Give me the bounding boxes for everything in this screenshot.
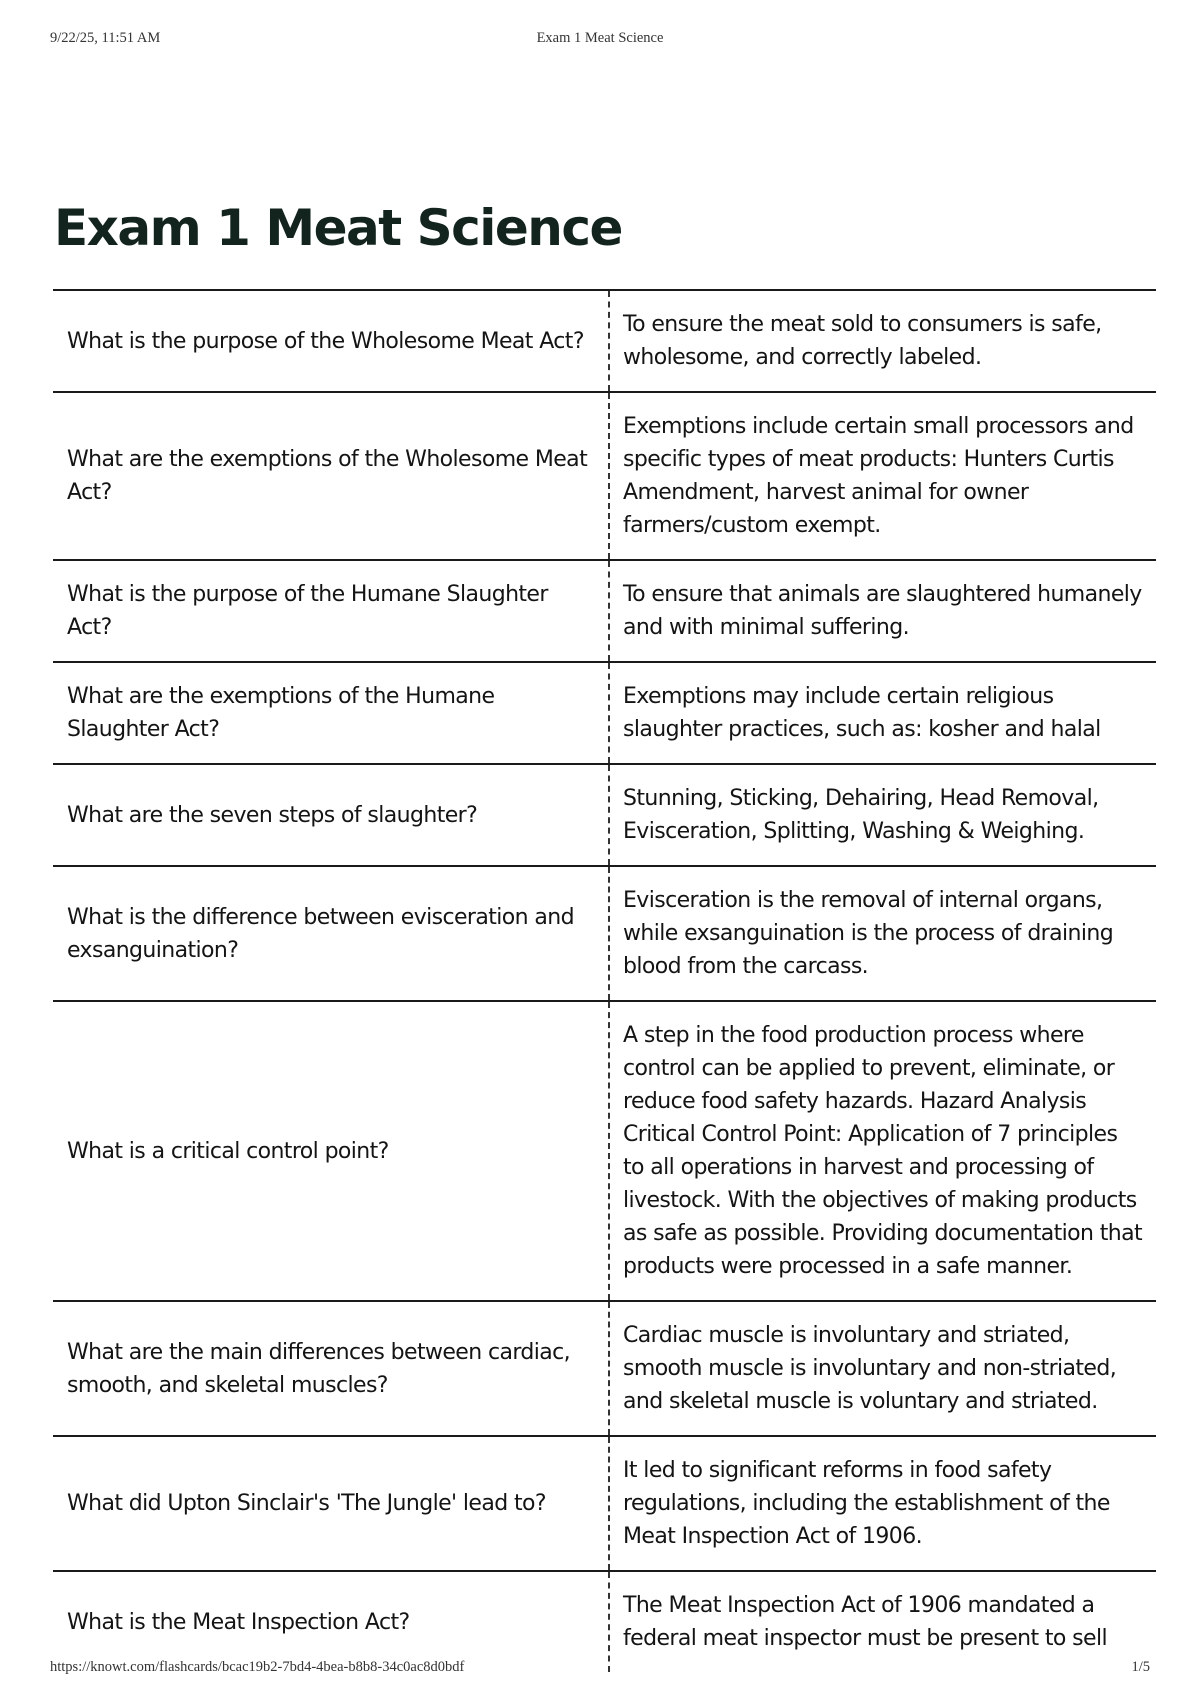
flashcard-rows <box>53 290 1156 1672</box>
flashcard-definition: It led to significant reforms in food safety regulations, including the establishment of the Meat Inspection Act of 1906. <box>623 1458 1110 1549</box>
flashcard-definition: A step in the food production process where control can be applied to prevent, eliminate, or reduce food safety hazards. Hazard Analysis Critical Control Point: Application of 7 principles to all operations in harvest and processing of livestock. With the objectives of making products as safe as possible. Providing documentation that products were processed in a safe manner. <box>623 1023 1143 1279</box>
flashcard-term: What are the exemptions of the Humane Slaughter Act? <box>53 662 609 764</box>
flashcard-row <box>53 866 1156 1001</box>
flashcard-row <box>53 1436 1156 1571</box>
flashcard-definition: The Meat Inspection Act of 1906 mandated a federal meat inspector must be present to sell <box>623 1593 1107 1651</box>
flashcard-definition: Exemptions include certain small processors and specific types of meat products: Hunters Curtis Amendment, harvest animal for owner farmers/custom exempt. <box>623 414 1134 538</box>
flashcard-row <box>53 764 1156 866</box>
flashcard-term: What are the seven steps of slaughter? <box>53 764 609 866</box>
print-header <box>50 30 1150 50</box>
page-number: 1/5 <box>1131 1659 1150 1675</box>
flashcard-term: What is the purpose of the Wholesome Meat Act? <box>53 290 609 392</box>
source-url[interactable]: https://knowt.com/flashcards/bcac19b2-7bd4-4bea-b8b8-34c0ac8d0bdf <box>50 1659 465 1675</box>
flashcard-definition: To ensure that animals are slaughtered humanely and with minimal suffering. <box>623 582 1142 640</box>
flashcard-term: What are the main differences between cardiac, smooth, and skeletal muscles? <box>53 1301 609 1436</box>
flashcard-row <box>53 1571 1156 1672</box>
print-doc-title: Exam 1 Meat Science <box>536 30 664 46</box>
flashcard-row <box>53 560 1156 662</box>
page-title: Exam 1 Meat Science <box>54 199 622 257</box>
flashcard-definition: Cardiac muscle is involuntary and striated, smooth muscle is involuntary and non-striated, and skeletal muscle is voluntary and striated. <box>623 1323 1117 1414</box>
print-datetime: 9/22/25, 11:51 AM <box>50 30 161 46</box>
flashcard-definition: Exemptions may include certain religious slaughter practices, such as: kosher and halal <box>623 684 1101 742</box>
flashcard-row <box>53 1001 1156 1301</box>
flashcard-row <box>53 392 1156 560</box>
flashcard-row <box>53 662 1156 764</box>
flashcard-term: What did Upton Sinclair's 'The Jungle' lead to? <box>53 1436 609 1571</box>
flashcard-term: What are the exemptions of the Wholesome Meat Act? <box>53 392 609 560</box>
flashcard-term: What is the purpose of the Humane Slaughter Act? <box>53 560 609 662</box>
flashcard-term: What is the Meat Inspection Act? <box>53 1571 609 1672</box>
flashcard-table <box>53 289 1156 1672</box>
flashcard-definition: To ensure the meat sold to consumers is safe, wholesome, and correctly labeled. <box>623 312 1102 370</box>
flashcard-term: What is the difference between evisceration and exsanguination? <box>53 866 609 1001</box>
flashcard-definition: Evisceration is the removal of internal organs, while exsanguination is the process of draining blood from the carcass. <box>623 888 1114 979</box>
flashcard-term: What is a critical control point? <box>53 1001 609 1301</box>
flashcard-row <box>53 290 1156 392</box>
print-footer <box>50 1659 1150 1679</box>
flashcard-row <box>53 1301 1156 1436</box>
flashcard-definition: Stunning, Sticking, Dehairing, Head Removal, Evisceration, Splitting, Washing & Weighing. <box>623 786 1099 844</box>
